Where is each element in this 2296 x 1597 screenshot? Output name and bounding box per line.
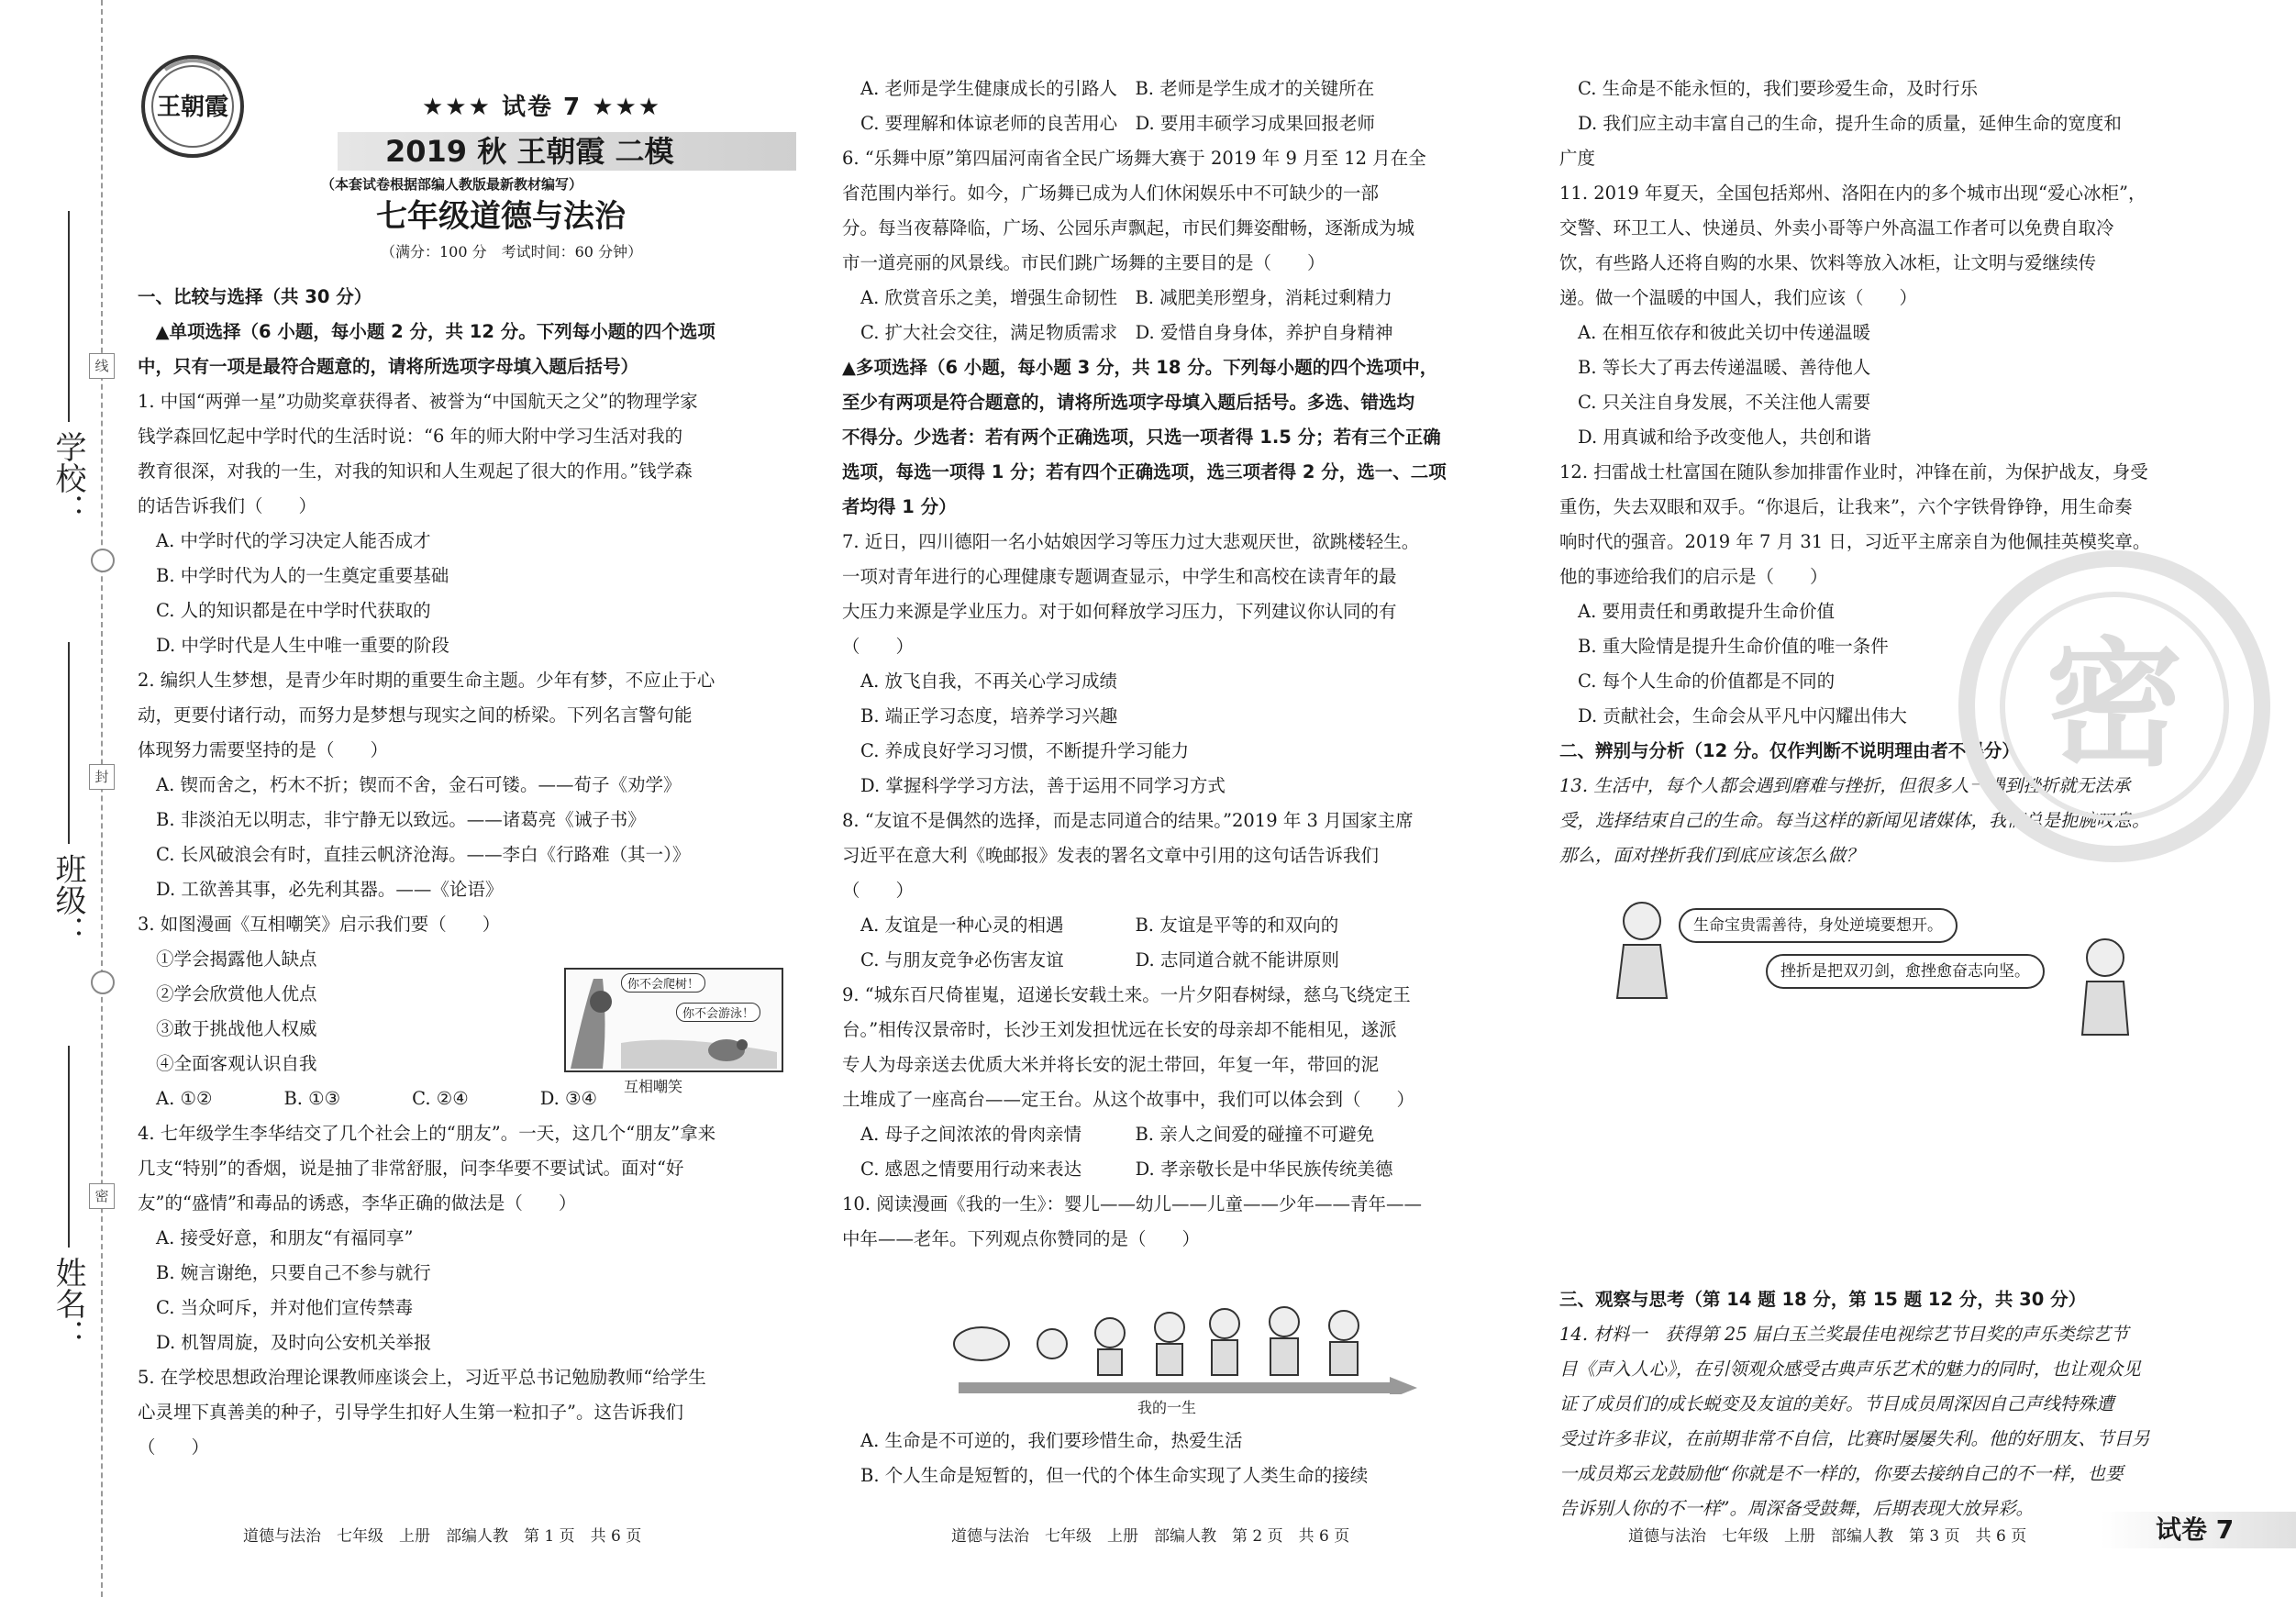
question-line: A. 要用责任和勇敢提升生命价值 [1578,601,1835,622]
question-line: 中年——老年。下列观点你赞同的是（ ） [842,1228,1201,1249]
question-line: C. 人的知识都是在中学时代获取的 [156,600,431,621]
question-line: 友”的“盛情”和毒品的诱惑，李华正确的做法是（ ） [138,1192,577,1214]
question-stem: 12. 扫雷战士杜富国在随队参加排雷作业时，冲锋在前，为保护战友，身受 [1559,461,2148,482]
question-stem: 3. 如图漫画《互相嘲笑》启示我们要（ ） [138,914,501,935]
section-3 [1559,1282,2238,1526]
girl-figure [1610,899,1674,1000]
question-line: D. 用真诚和给予改变他人，共创和谐 [1578,427,1871,448]
question-line: 三、观察与思考（第 14 题 18 分，第 15 题 12 分，共 30 分） [1559,1289,2087,1310]
question-line: C. 要理解和体谅老师的良苦用心 D. 要用丰硕学习成果回报老师 [860,113,1375,134]
question-line: 专人为母亲送去优质大米并将长安的泥土带回，年复一年，带回的泥 [842,1054,1380,1075]
question-line: C. 长风破浪会有时，直挂云帆济沧海。——李白《行路难（其一）》 [156,844,691,865]
binding-hole [91,549,115,572]
question-line: B. 个人生命是短暂的，但一代的个体生命实现了人类生命的接续 [860,1465,1369,1486]
question-line: C. 生命是不能永恒的，我们要珍爱生命，及时行乐 [1578,78,1979,99]
question-line: 二、辨别与分析（12 分。仅作判断不说明理由者不得分） [1559,740,2020,761]
margin-mark-xian: 线 [89,353,115,379]
school-fill-line[interactable] [68,211,70,422]
footer-page-3: 道德与法治 七年级 上册 部编人教 第 3 页 共 6 页 [1628,1527,2027,1546]
question-line: ▲多项选择（6 小题，每小题 3 分，共 18 分。下列每小题的四个选项中， [842,357,1438,378]
question-stem: 14. 材料一 获得第 25 届白玉兰奖最佳电视综艺节目奖的声乐类综艺节 [1559,1324,2129,1345]
question-line: 土堆成了一座高台——定王台。从这个故事中，我们可以体会到（ ） [842,1089,1415,1110]
question-line: 台。”相传汉景帝时，长沙王刘发担忧远在长安的母亲却不能相见，遂派 [842,1019,1397,1040]
margin-mark-mi: 密 [89,1183,115,1209]
cartoon-bubble-2: 你不会游泳！ [676,1003,760,1022]
question-line: 的话告诉我们（ ） [138,495,317,516]
question-line: B. 婉言谢绝，只要自己不参与就行 [156,1262,431,1283]
question-stem: 8. “友谊不是偶然的选择，而是志同道合的结果。”2019 年 3 月国家主席 [842,810,1414,831]
question-line: 大压力来源是学业压力。对于如何释放学习压力，下列建议你认同的有 [842,601,1397,622]
name-label: 姓名： [50,1257,86,1350]
question-line: A. 老师是学生健康成长的引路人 B. 老师是学生成才的关键所在 [860,78,1375,99]
question-line: A. 友谊是一种心灵的相遇 B. 友谊是平等的和双向的 [860,915,1339,936]
question-stem: 1. 中国“两弹一星”功勋奖章获得者、被誉为“中国航天之父”的物理学家 [138,391,698,412]
brand-logo [138,51,248,161]
question-stem: 2. 编织人生梦想，是青少年时期的重要生命主题。少年有梦，不应止于心 [138,670,715,691]
column-page-1 [138,280,798,1465]
question-line: 广度 [1559,148,1596,169]
column-page-2-tail [842,1424,1503,1493]
question-line: C. 只关注自身发展，不关注他人需要 [1578,392,1871,413]
question-line: B. 端正学习态度，培养学习兴趣 [860,705,1118,726]
question-line: ②学会欣赏他人优点 [156,983,317,1004]
question-line: 教育很深，对我的一生，对我的知识和人生观起了很大的作用。”钱学森 [138,460,693,482]
cartoon-my-life [949,1289,1445,1394]
question-line: 中，只有一项是最符合题意的，请将所选项字母填入题后括号） [138,356,639,377]
question-line: 至少有两项是符合题意的，请将所选项字母填入题后括号。多选、错选均 [842,392,1415,413]
question-line: B. 等长大了再去传递温暖、善待他人 [1578,357,1871,378]
question-line: A. ①② B. ①③ C. ②④ D. ③④ [156,1088,598,1109]
question-line: 选项，每选一项得 1 分；若有四个正确选项，选三项者得 2 分，选一、二项 [842,461,1447,482]
question-line: A. 锲而舍之，朽木不折；锲而不舍，金石可镂。——荀子《劝学》 [156,774,682,795]
question-line: C. 与朋友竞争必伤害友谊 D. 志同道合就不能讲原则 [860,949,1339,970]
footer-page-1: 道德与法治 七年级 上册 部编人教 第 1 页 共 6 页 [243,1527,642,1546]
question-line: B. 非淡泊无以明志，非宁静无以致远。——诸葛亮《诫子书》 [156,809,646,830]
question-line: 不得分。少选者：若有两个正确选项，只选一项者得 1.5 分；若有三个正确 [842,427,1441,448]
exam-tag: ★★★ 试卷 7 ★★★ [422,94,662,121]
question-line: ①学会揭露他人缺点 [156,948,317,970]
question-line: 告诉别人你的不一样”。周深备受鼓舞，后期表现大放异彩。 [1559,1498,2034,1519]
question-line: 重伤，失去双眼和双手。“你退后，让我来”，六个字铁骨铮铮，用生命奏 [1559,496,2133,517]
class-fill-line[interactable] [68,642,70,844]
binding-dashed-line [101,0,103,1597]
question-stem: 11. 2019 年夏天，全国包括郑州、洛阳在内的多个城市出现“爱心冰柜”， [1559,183,2146,204]
question-line: A. 接受好意，和朋友“有福同享” [156,1227,414,1248]
question-line: C. 每个人生命的价值都是不同的 [1578,671,1836,692]
question-line: 饮，有些路人还将自购的水果、饮料等放入冰柜，让文明与爱继续传 [1559,252,2097,273]
question-line: 市一道亮丽的风景线。市民们跳广场舞的主要目的是（ ） [842,252,1325,273]
question-stem: 9. “城东百尺倚崔嵬，迢递长安载土来。一片夕阳春树绿，慈乌飞绕定王 [842,984,1411,1005]
question-line: ④全面客观认识自我 [156,1053,317,1074]
question-line: 几支“特别”的香烟，说是抽了非常舒服，问李华要不要试试。面对“好 [138,1158,684,1179]
footer-page-2: 道德与法治 七年级 上册 部编人教 第 2 页 共 6 页 [951,1527,1350,1546]
margin-mark-feng: 封 [89,764,115,790]
question-stem: 7. 近日，四川德阳一名小姑娘因学习等压力过大悲观厌世，欲跳楼轻生。 [842,531,1420,552]
exam-meta: （满分：100 分 考试时间：60 分钟） [381,243,643,261]
question-line: ③敢于挑战他人权威 [156,1018,317,1039]
subject-title: 七年级道德与法治 [376,198,626,235]
question-line: 一项对青年进行的心理健康专题调查显示，中学生和高校在读青年的最 [842,566,1397,587]
question-line: A. 放飞自我，不再关心学习成绩 [860,671,1117,692]
question-line: 钱学森回忆起中学时代的生活时说：“6 年的师大附中学习生活对我的 [138,426,683,447]
question-line: A. 生命是不可逆的，我们要珍惜生命，热爱生活 [860,1430,1243,1451]
question-line: 受过许多非议，在前期非常不自信，比赛时屡屡失利。他的好朋友、节目另 [1559,1428,2150,1449]
question-line: 者均得 1 分） [842,496,957,517]
question-line: 证了成员们的成长蜕变及友谊的美好。节目成员周深因自己声线特殊遭 [1559,1393,2114,1414]
question-line: ▲单项选择（6 小题，每小题 2 分，共 12 分。下列每小题的四个选项 [138,321,715,342]
column-page-2 [842,72,1503,1257]
question-line: B. 中学时代为人的一生奠定重要基础 [156,565,449,586]
question-line: A. 中学时代的学习决定人能否成才 [156,530,431,551]
school-label: 学校： [50,431,86,525]
boy-figure [2073,936,2137,1037]
footer-exam-tag: 试卷 7 [2156,1514,2235,1545]
question-stem: 13. 生活中，每个人都会遇到磨难与挫折，但很多人一遇到挫折就无法承 [1559,775,2131,796]
question-line: C. 感恩之情要用行动来表达 D. 孝亲敬长是中华民族传统美德 [860,1159,1393,1180]
question-line: D. 工欲善其事，必先利其器。——《论语》 [156,879,504,900]
question-line: 受，选择结束自己的生命。每当这样的新闻见诸媒体，我们总是扼腕叹息。 [1559,810,2150,831]
name-fill-line[interactable] [68,1046,70,1248]
question-line: D. 我们应主动丰富自己的生命，提升生命的质量，延伸生命的宽度和 [1578,113,2122,134]
exam-tag-text: 试卷 7 [501,94,582,121]
logo-text: 王朝霞 [156,94,228,121]
question-line: A. 母子之间浓浓的骨肉亲情 B. 亲人之间爱的碰撞不可避免 [860,1124,1375,1145]
question-line: A. 欣赏音乐之美，增强生命韧性 B. 减肥美形塑身，消耗过剩精力 [860,287,1392,308]
question-stem: 6. “乐舞中原”第四届河南省全民广场舞大赛于 2019 年 9 月至 12 月在全 [842,148,1426,169]
exam-title: 2019 秋 王朝霞 二模 [385,134,674,169]
confidential-stamp-char: 密 [2000,592,2229,821]
question-line: 习近平在意大利《晚邮报》发表的署名文章中引用的这句话告诉我们 [842,845,1380,866]
question-line: 目《声入人心》，在引领观众感受古典声乐艺术的魅力的同时，也让观众见 [1559,1359,2141,1380]
question-stem: 4. 七年级学生李华结交了几个社会上的“朋友”。一天，这几个“朋友”拿来 [138,1123,716,1144]
question-line: 他的事迹给我们的启示是（ ） [1559,566,1828,587]
question-line: 那么，面对挫折我们到底应该怎么做？ [1559,845,1864,866]
binding-hole [91,970,115,994]
question-line: D. 中学时代是人生中唯一重要的阶段 [156,635,449,656]
question-line: 交警、环卫工人、快递员、外卖小哥等户外高温工作者可以免费自取冷 [1559,217,2114,238]
cartoon-my-life-caption: 我的一生 [1137,1399,1197,1416]
question-line: B. 重大险情是提升生命价值的唯一条件 [1578,636,1889,657]
question-line: 动，更要付诸行动，而努力是梦想与现实之间的桥梁。下列名言警句能 [138,704,693,726]
question-line: D. 贡献社会，生命会从平凡中闪耀出伟大 [1578,705,1907,726]
question-line: （ ） [138,1436,210,1458]
speech-bubble-girl: 生命宝贵需善待，身处逆境要想开。 [1679,908,1958,943]
question-stem: 10. 阅读漫画《我的一生》：婴儿——幼儿——儿童——少年——青年—— [842,1193,1422,1214]
class-label: 班级： [50,853,86,947]
question-line: （ ） [842,880,915,901]
question-line: C. 养成良好学习习惯，不断提升学习能力 [860,740,1190,761]
question-line: 递。做一个温暖的中国人，我们应该（ ） [1559,287,1918,308]
question-line: （ ） [842,636,915,657]
question-line: D. 机智周旋，及时向公安机关举报 [156,1332,432,1353]
speech-bubble-boy: 挫折是把双刃剑，愈挫愈奋志向坚。 [1766,954,2045,989]
question-line: D. 掌握科学学习方法，善于运用不同学习方式 [860,775,1226,796]
question-line: 一、比较与选择（共 30 分） [138,286,372,307]
question-line: 体现努力需要坚持的是（ ） [138,739,389,760]
question-line: 心灵埋下真善美的种子，引导学生扣好人生第一粒扣子”。这告诉我们 [138,1402,683,1423]
edition-note: （本套试卷根据部编人教版最新教材编写） [321,176,583,193]
question-line: C. 扩大社会交往，满足物质需求 D. 爱惜自身身体，养护自身精神 [860,322,1393,343]
cartoon-bubble-1: 你不会爬树！ [621,973,705,993]
question-line: 一成员郑云龙鼓励他“你就是不一样的，你要去接纳自己的不一样，也要 [1559,1463,2124,1484]
question-line: A. 在相互依存和彼此关切中传递温暖 [1578,322,1870,343]
question-stem: 5. 在学校思想政治理论课教师座谈会上，习近平总书记勉励教师“给学生 [138,1367,706,1388]
cartoon-mutual-mockery [564,968,783,1072]
question-line: 分。每当夜幕降临，广场、公园乐声飘起，市民们舞姿酣畅，逐渐成为城 [842,217,1415,238]
question-line: C. 当众呵斥，并对他们宣传禁毒 [156,1297,414,1318]
cartoon-caption: 互相嘲笑 [624,1078,683,1095]
question-line: 省范围内举行。如今，广场舞已成为人们休闲娱乐中不可缺少的一部 [842,183,1380,204]
question-line: 响时代的强音。2019 年 7 月 31 日，习近平主席亲自为他佩挂英模奖章。 [1559,531,2151,552]
